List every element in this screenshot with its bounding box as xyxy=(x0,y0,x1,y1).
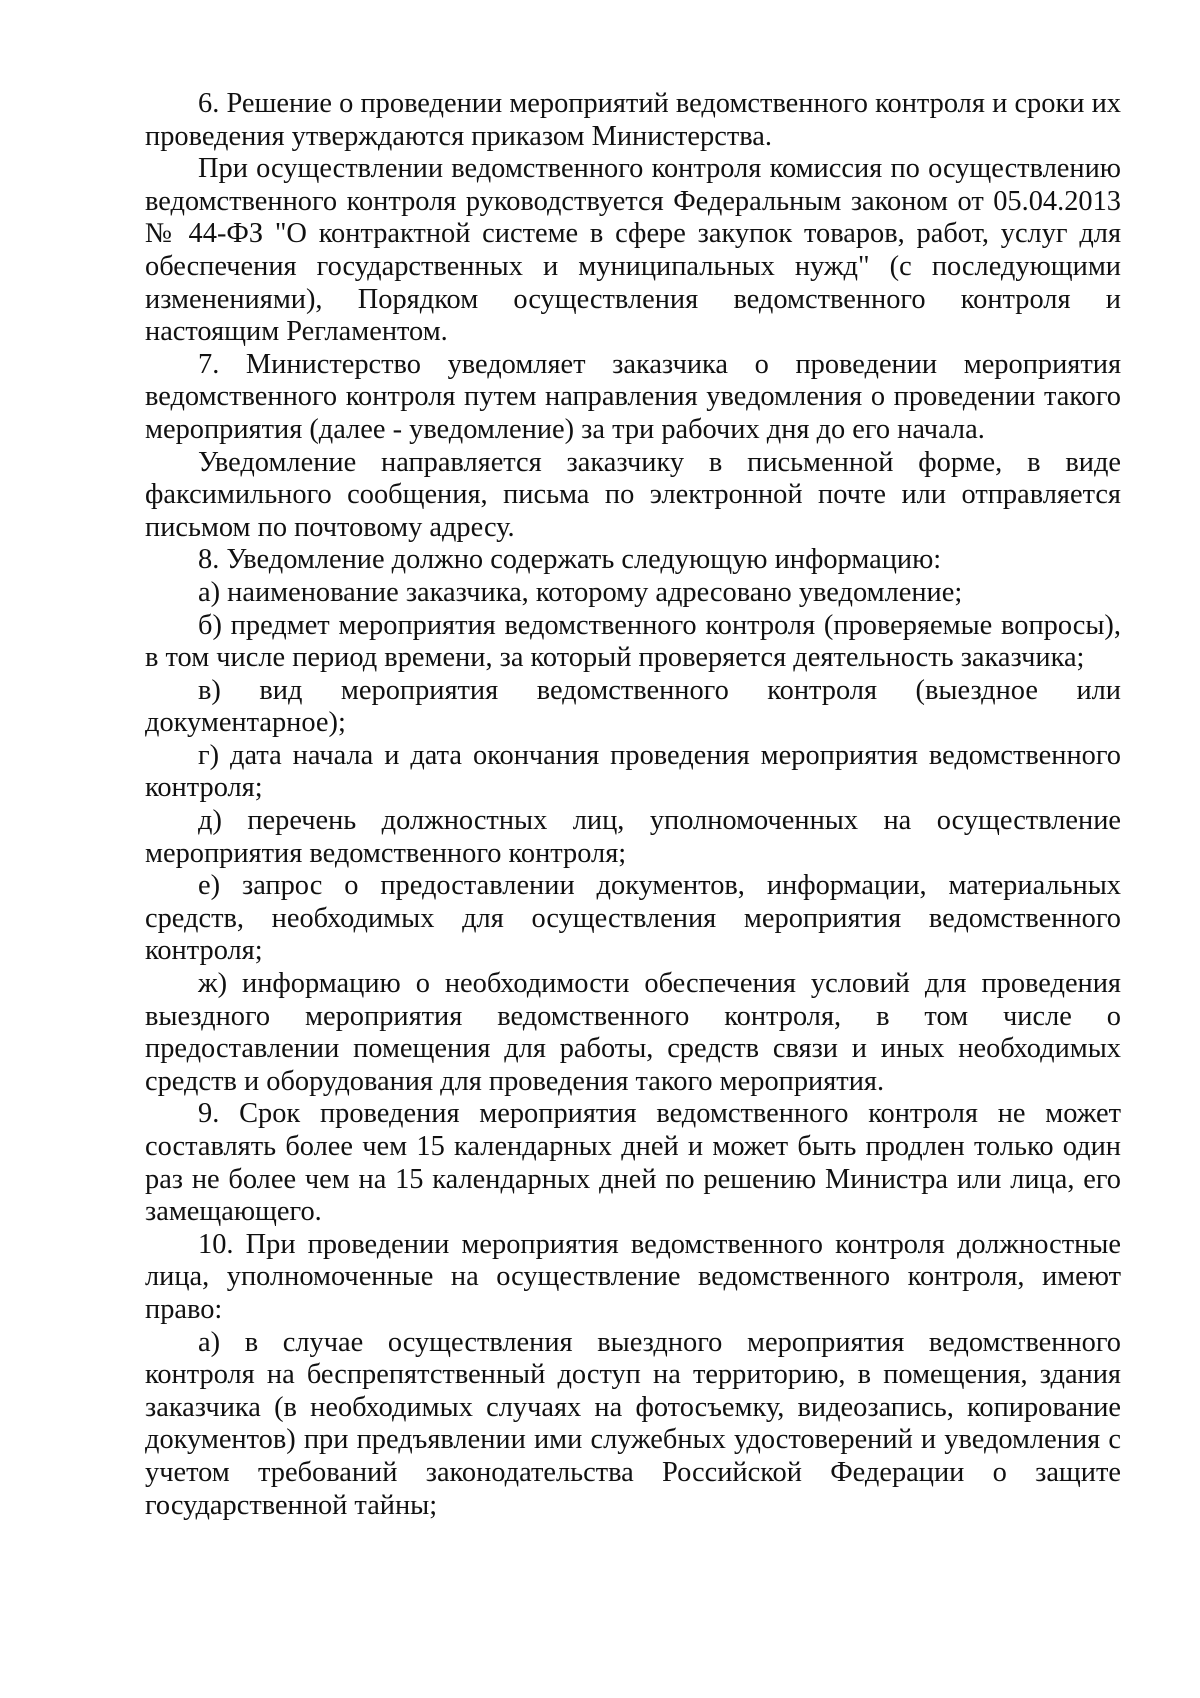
paragraph-item-6: 6. Решение о проведении мероприятий ведомственного контроля и сроки их проведения утверждаются приказом Министерства. xyxy=(145,88,1121,152)
paragraph-item-8zh: ж) информацию о необходимости обеспечения условий для проведения выездного мероприятия ведомственного контроля, в том числе о предоставлении помещения для работы, средств связи и иных необходимых средств и оборудования для проведения такого мероприятия. xyxy=(145,968,1121,1097)
paragraph-item-8b: б) предмет мероприятия ведомственного контроля (проверяемые вопросы), в том числе период времени, за который проверяется деятельность заказчика; xyxy=(145,609,1121,674)
paragraph-legal-basis: При осуществлении ведомственного контроля комиссия по осуществлению ведомственного контроля руководствуется Федеральным законом от 05.04.2013 № 44-ФЗ "О контрактной системе в сфере закупок товаров, работ, услуг для обеспечения государственных и муниципальных нужд" (с последующими изменениями), Порядком осуществления ведомственного контроля и настоящим Регламентом. xyxy=(145,153,1121,348)
paragraph-item-10: 10. При проведении мероприятия ведомственного контроля должностные лица, уполномоченные на осуществление ведомственного контроля, имеют право: xyxy=(145,1228,1121,1325)
paragraph-item-8: 8. Уведомление должно содержать следующую информацию: xyxy=(198,544,942,576)
paragraph-item-8g: г) дата начала и дата окончания проведения мероприятия ведомственного контроля; xyxy=(145,739,1121,804)
document-body xyxy=(145,88,1121,1522)
paragraph-item-8e: е) запрос о предоставлении документов, информации, материальных средств, необходимых для осуществления мероприятия ведомственного контроля; xyxy=(145,870,1121,967)
paragraph-item-8a: а) наименование заказчика, которому адресовано уведомление; xyxy=(198,576,963,608)
paragraph-item-8d: д) перечень должностных лиц, уполномоченных на осуществление мероприятия ведомственного контроля; xyxy=(145,805,1121,869)
paragraph-item-7: 7. Министерство уведомляет заказчика о проведении мероприятия ведомственного контроля путем направления уведомления о проведении такого мероприятия (далее - уведомление) за три рабочих дня до его начала. xyxy=(145,348,1121,445)
paragraph-item-8v: в) вид мероприятия ведомственного контроля (выездное или документарное); xyxy=(145,674,1121,739)
paragraph-item-10a: а) в случае осуществления выездного мероприятия ведомственного контроля на беспрепятственный доступ на территорию, в помещения, здания заказчика (в необходимых случаях на фотосъемку, видеозапись, копирование документов) при предъявлении ими служебных удостоверений и уведомления с учетом требований законодательства Российской Федерации о защите государственной тайны; xyxy=(145,1326,1121,1521)
paragraph-notification-form: Уведомление направляется заказчику в письменной форме, в виде факсимильного сообщения, письма по электронной почте или отправляется письмом по почтовому адресу. xyxy=(145,446,1121,543)
paragraph-item-9: 9. Срок проведения мероприятия ведомственного контроля не может составлять более чем 15 календарных дней и может быть продлен только один раз не более чем на 15 календарных дней по решению Министра или лица, его замещающего. xyxy=(145,1098,1121,1228)
